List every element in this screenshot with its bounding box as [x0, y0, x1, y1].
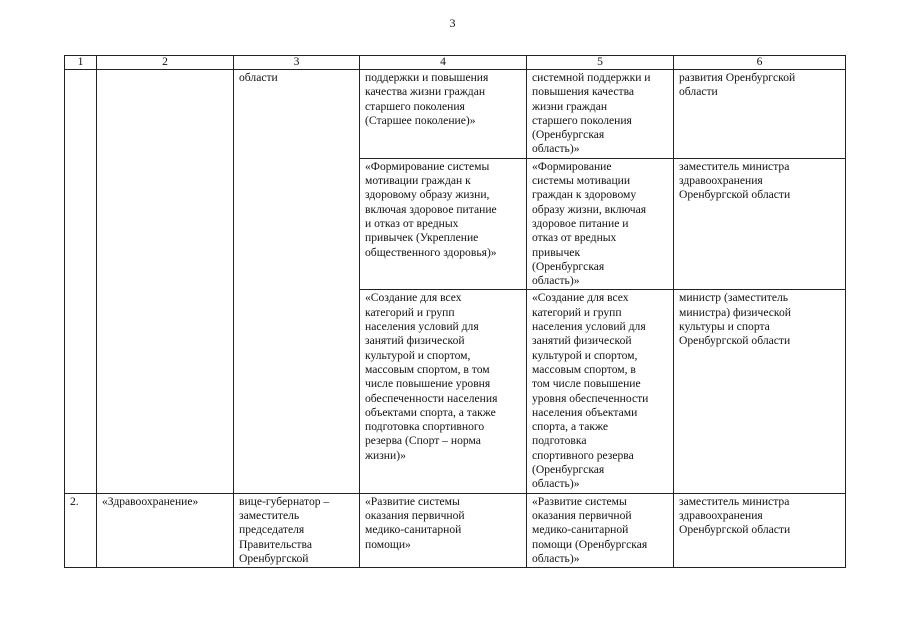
federal-project-cell: поддержки и повышения качества жизни граждан старшего поколения (Старшее поколение)»: [360, 70, 527, 159]
table-header-row: [65, 56, 846, 70]
table-row: [65, 70, 846, 159]
responsible-cell: заместитель министра здравоохранения Оренбургской области: [674, 158, 846, 290]
regional-project-cell: «Формирование системы мотивации граждан к здоровому образу жизни, включая здоровое питание и отказ от вредных привычек (Оренбургская область)»: [527, 158, 674, 290]
document-table: [64, 55, 846, 568]
regional-project-cell: «Развитие системы оказания первичной медико-санитарной помощи (Оренбургская область)»: [527, 493, 674, 567]
federal-project-cell: «Развитие системы оказания первичной медико-санитарной помощи»: [360, 493, 527, 567]
responsible-cell: министр (заместитель министра) физической культуры и спорта Оренбургской области: [674, 290, 846, 493]
column-header-6: 6: [674, 56, 846, 70]
curator-cell: области: [234, 70, 360, 494]
responsible-cell: развития Оренбургской области: [674, 70, 846, 159]
row-number-cell: 2.: [65, 493, 97, 567]
project-name-cell: «Здравоохранение»: [97, 493, 234, 567]
regional-project-cell: «Создание для всех категорий и групп населения условий для занятий физической культурой и спортом, массовым спортом, в том числе повышение уровня обеспеченности населения объектами спорта, а также подготовка спортивного резерва (Оренбургская область)»: [527, 290, 674, 493]
column-header-1: 1: [65, 56, 97, 70]
row-number-cell: [65, 70, 97, 494]
curator-cell: вице-губернатор – заместитель председателя Правительства Оренбургской: [234, 493, 360, 567]
column-header-4: 4: [360, 56, 527, 70]
project-name-cell: [97, 70, 234, 494]
column-header-2: 2: [97, 56, 234, 70]
federal-project-cell: «Создание для всех категорий и групп населения условий для занятий физической культурой и спортом, массовым спортом, в том числе повышение уровня обеспеченности населения объектами спорта, а также подготовка спортивного резерва (Спорт – норма жизни)»: [360, 290, 527, 493]
column-header-5: 5: [527, 56, 674, 70]
page-number: 3: [449, 16, 456, 30]
table-row: [65, 493, 846, 567]
column-header-3: 3: [234, 56, 360, 70]
federal-project-cell: «Формирование системы мотивации граждан к здоровому образу жизни, включая здоровое питание и отказ от вредных привычек (Укрепление общественного здоровья)»: [360, 158, 527, 290]
regional-project-cell: системной поддержки и повышения качества жизни граждан старшего поколения (Оренбургская область)»: [527, 70, 674, 159]
responsible-cell: заместитель министра здравоохранения Оренбургской области: [674, 493, 846, 567]
